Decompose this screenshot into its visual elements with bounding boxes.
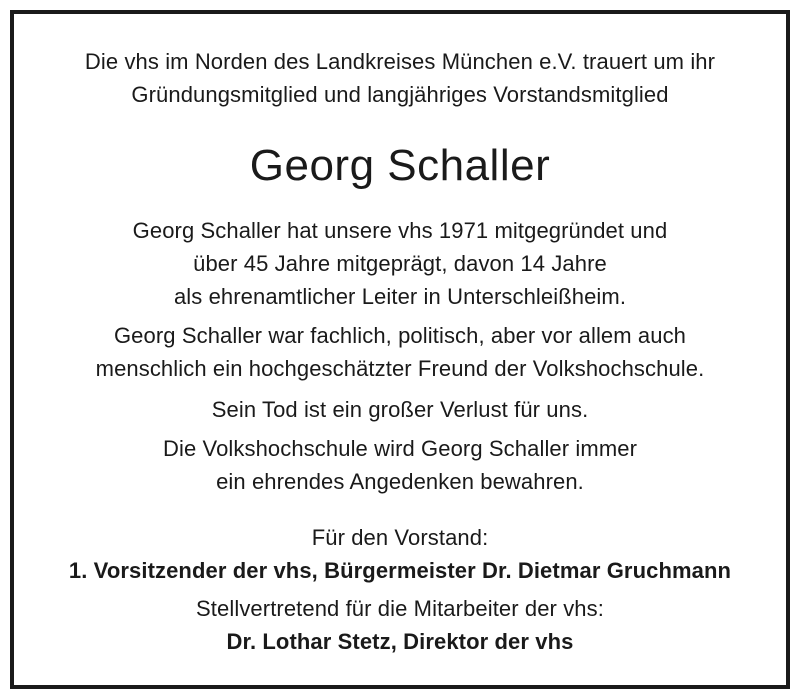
tribute-line: Die Volkshochschule wird Georg Schaller immer [162,436,638,461]
obituary-notice [10,10,790,689]
tribute-line: Georg Schaller hat unsere vhs 1971 mitgegründet und [132,218,668,243]
board-signer: 1. Vorsitzender der vhs, Bürgermeister Dr. Dietmar Gruchmann [68,558,732,583]
staff-signer: Dr. Lothar Stetz, Direktor der vhs [226,629,574,654]
board-label: Für den Vorstand: [311,525,489,550]
tribute-line: menschlich ein hochgeschätzter Freund der Volkshochschule. [95,356,705,381]
tribute-line: als ehrenamtlicher Leiter in Unterschleißheim. [173,284,627,309]
tribute-line: Sein Tod ist ein großer Verlust für uns. [211,397,589,422]
intro-line-2: Gründungsmitglied und langjähriges Vorstandsmitglied [131,82,669,107]
staff-label: Stellvertretend für die Mitarbeiter der vhs: [196,596,604,621]
tribute-line: ein ehrendes Angedenken bewahren. [216,469,584,494]
intro-line-1: Die vhs im Norden des Landkreises München e.V. trauert um ihr [84,49,716,74]
deceased-name: Georg Schaller [249,141,551,190]
tribute-line: Georg Schaller war fachlich, politisch, aber vor allem auch [113,323,687,348]
tribute-line: über 45 Jahre mitgeprägt, davon 14 Jahre [193,251,607,276]
